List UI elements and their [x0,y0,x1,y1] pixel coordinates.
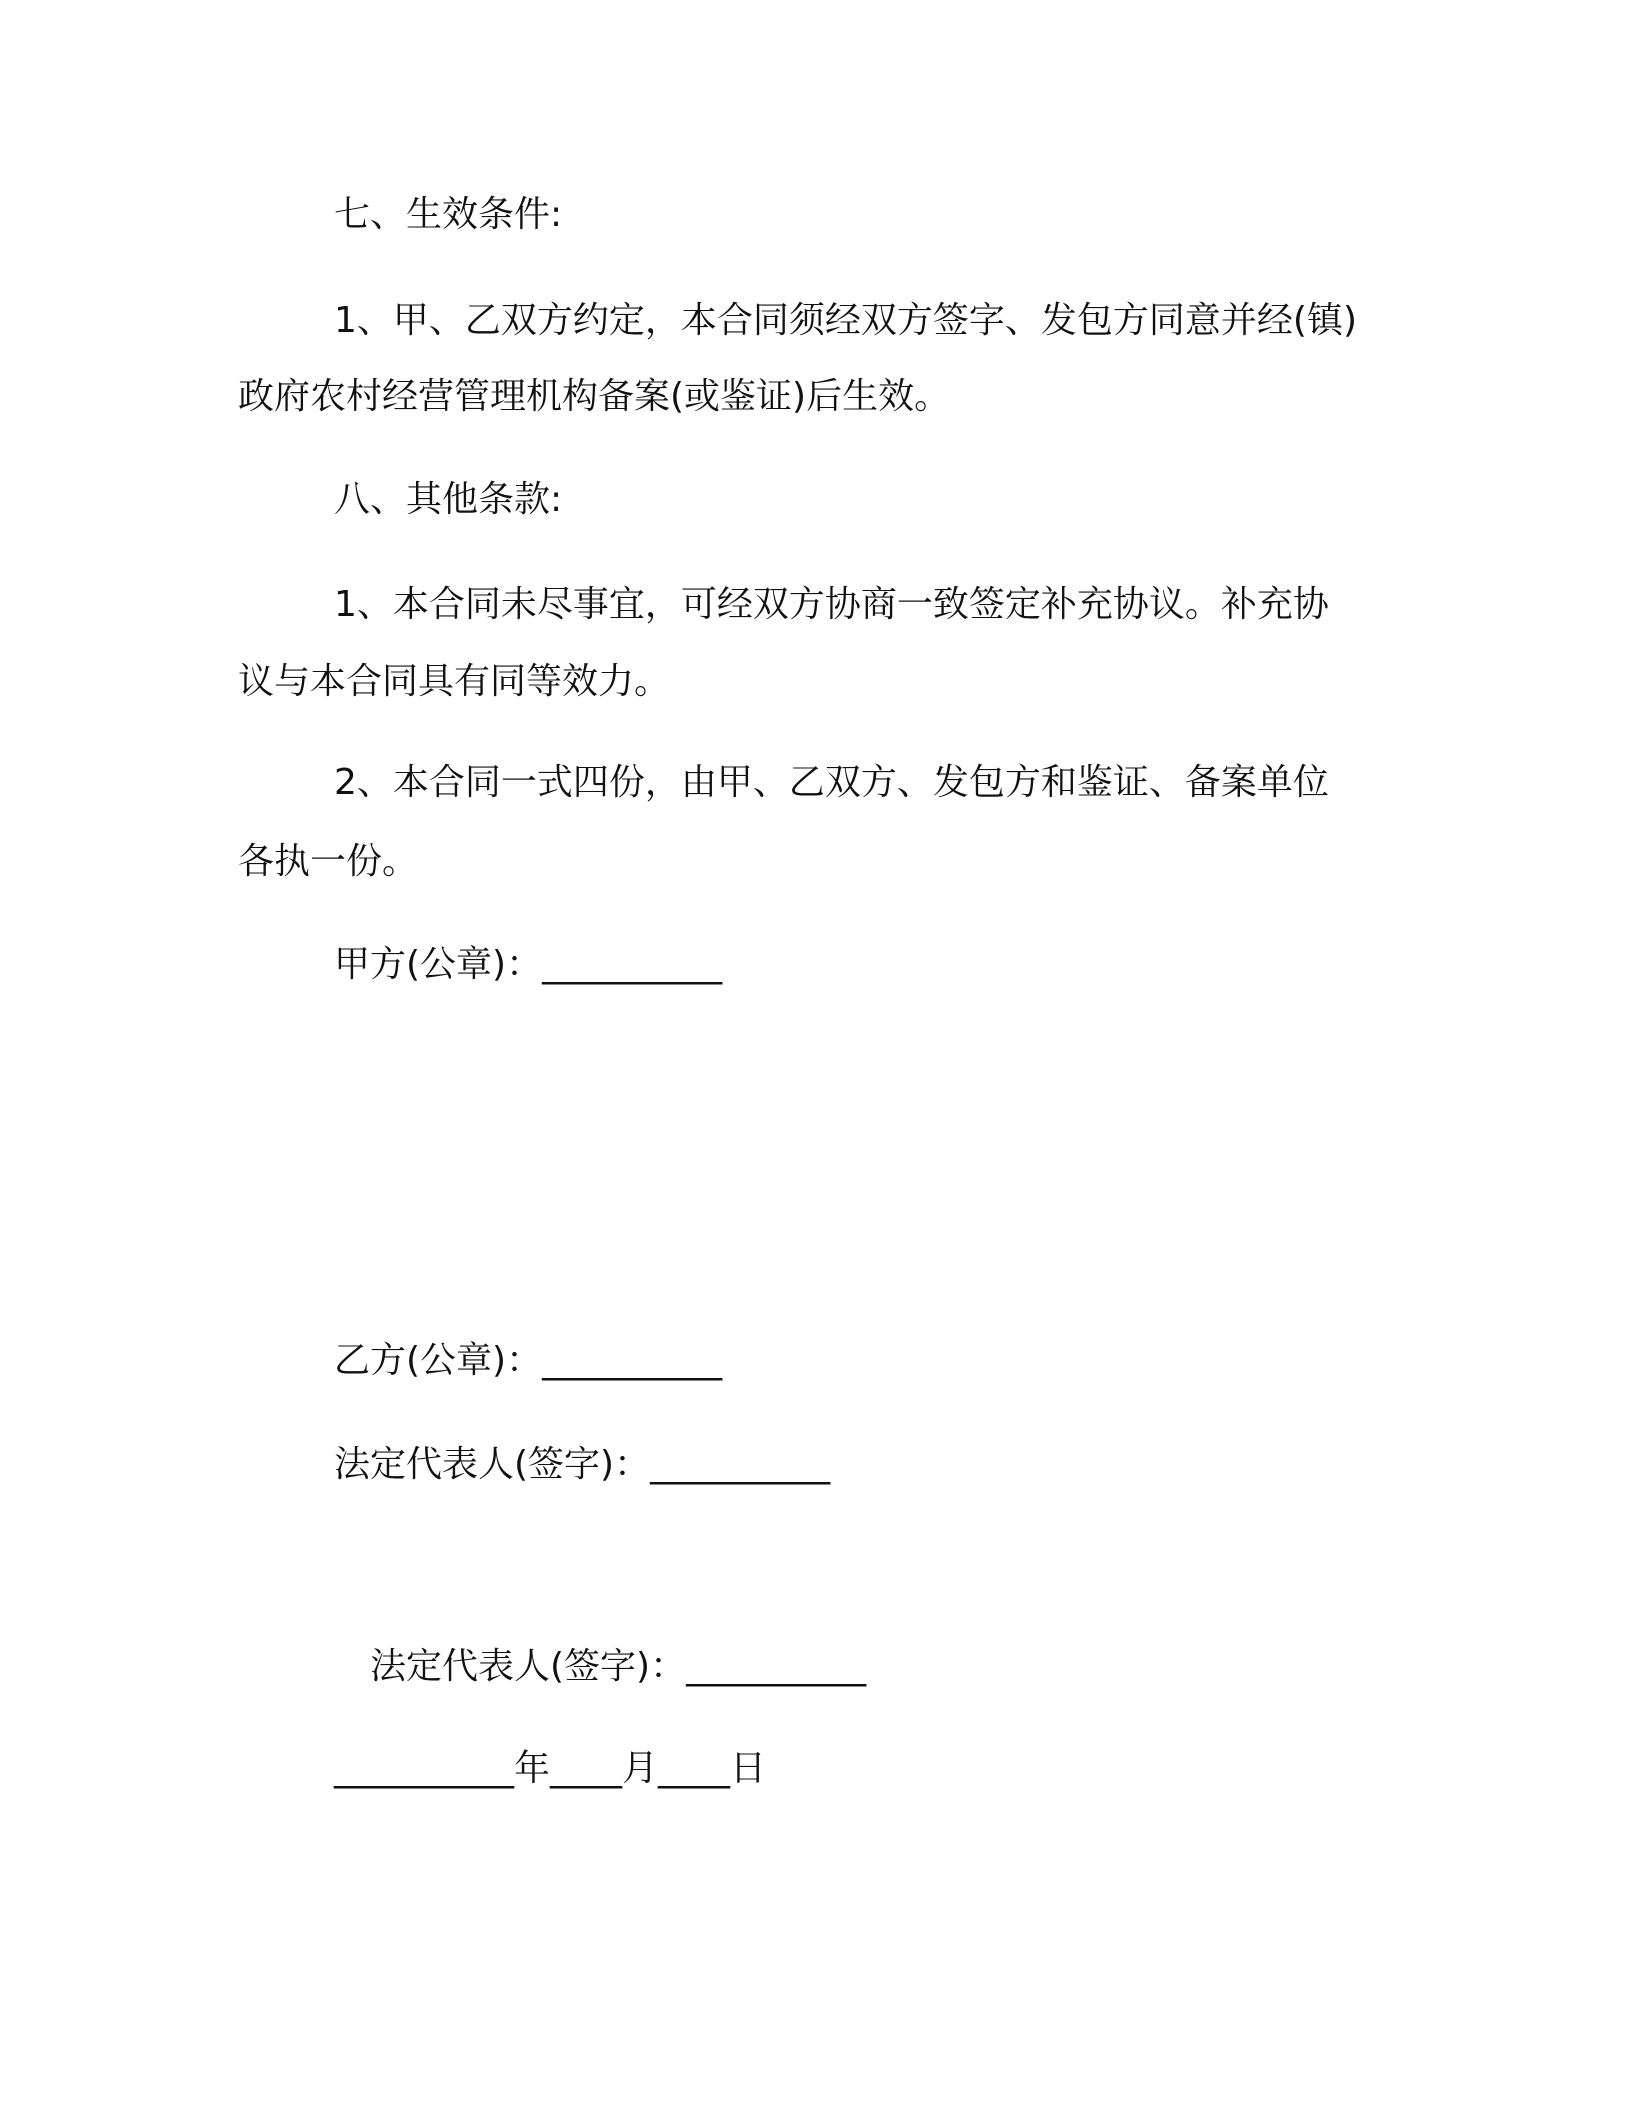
date-field: __________年____月____日 [334,1748,766,1789]
section-8-item-1-line-1: 1、本合同未尽事宜，可经双方协商一致签定补充协议。补充协 [334,584,1329,625]
section-8-item-1-line-2: 议与本合同具有同等效力。 [238,661,671,702]
section-7-item-1-line-1: 1、甲、乙双方约定，本合同须经双方签字、发包方同意并经(镇) [334,300,1357,341]
section-8-item-2-line-1: 2、本合同一式四份，由甲、乙双方、发包方和鉴证、备案单位 [334,762,1329,803]
legal-representative-signature-field-2: 法定代表人(签字)：__________ [370,1646,867,1687]
legal-representative-signature-field-1: 法定代表人(签字)：__________ [334,1444,831,1485]
section-8-heading: 八、其他条款: [334,479,563,520]
section-7-item-1-line-2: 政府农村经营管理机构备案(或鉴证)后生效。 [238,376,951,417]
party-a-seal-field: 甲方(公章)：__________ [334,944,723,985]
section-7-heading: 七、生效条件: [334,194,563,235]
section-8-item-2-line-2: 各执一份。 [238,841,419,882]
party-b-seal-field: 乙方(公章)：__________ [334,1340,723,1381]
